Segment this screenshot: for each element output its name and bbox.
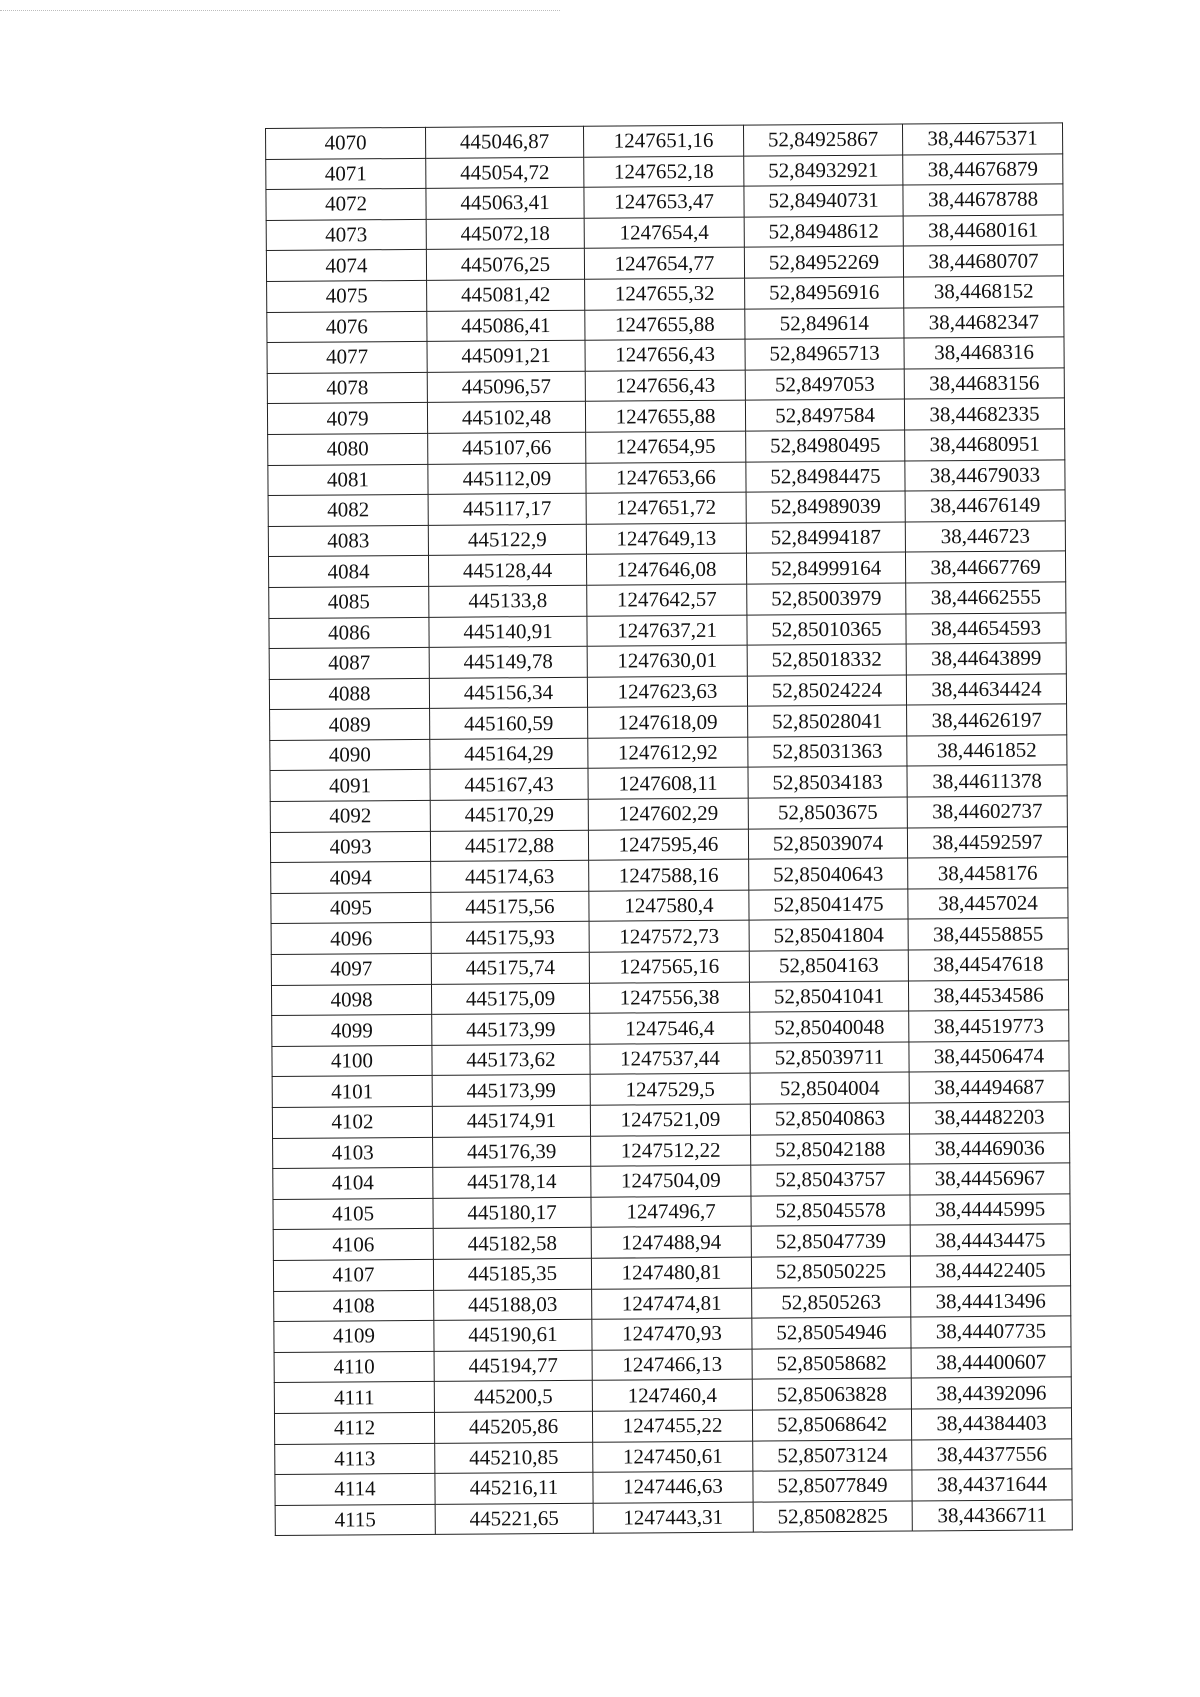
point-number-cell: 4099 xyxy=(272,1015,432,1047)
longitude-cell: 38,44678788 xyxy=(903,184,1063,216)
longitude-cell: 38,44413496 xyxy=(911,1285,1071,1317)
latitude-cell: 52,85073124 xyxy=(753,1440,912,1472)
point-number-cell: 4087 xyxy=(269,647,429,679)
longitude-cell: 38,44400607 xyxy=(911,1347,1071,1379)
y-coordinate-cell: 1247595,46 xyxy=(588,829,748,861)
y-coordinate-cell: 1247655,88 xyxy=(585,400,745,432)
point-number-cell: 4080 xyxy=(268,433,428,465)
longitude-cell: 38,44654593 xyxy=(906,612,1066,644)
point-number-cell: 4108 xyxy=(274,1290,434,1322)
latitude-cell: 52,84989039 xyxy=(746,491,905,523)
y-coordinate-cell: 1247602,29 xyxy=(588,798,748,830)
x-coordinate-cell: 445205,86 xyxy=(434,1411,592,1443)
longitude-cell: 38,44592597 xyxy=(907,827,1067,859)
x-coordinate-cell: 445160,59 xyxy=(430,708,588,740)
y-coordinate-cell: 1247450,61 xyxy=(593,1441,753,1473)
y-coordinate-cell: 1247653,66 xyxy=(586,462,746,494)
point-number-cell: 4109 xyxy=(274,1321,434,1353)
y-coordinate-cell: 1247446,63 xyxy=(593,1471,753,1503)
x-coordinate-cell: 445221,65 xyxy=(435,1503,593,1535)
x-coordinate-cell: 445172,88 xyxy=(430,830,588,862)
longitude-cell: 38,4457024 xyxy=(908,888,1068,920)
latitude-cell: 52,84956916 xyxy=(745,277,904,309)
point-number-cell: 4103 xyxy=(273,1137,433,1169)
longitude-cell: 38,44422405 xyxy=(910,1255,1070,1287)
longitude-cell: 38,44547618 xyxy=(908,949,1068,981)
longitude-cell: 38,4468316 xyxy=(904,337,1064,369)
longitude-cell: 38,44680161 xyxy=(903,215,1063,247)
point-number-cell: 4105 xyxy=(273,1198,433,1230)
latitude-cell: 52,85043757 xyxy=(751,1164,910,1196)
longitude-cell: 38,44643899 xyxy=(906,643,1066,675)
x-coordinate-cell: 445046,87 xyxy=(425,126,583,158)
x-coordinate-cell: 445210,85 xyxy=(435,1442,593,1474)
table-row xyxy=(275,1500,1072,1536)
x-coordinate-cell: 445185,35 xyxy=(433,1258,591,1290)
point-number-cell: 4111 xyxy=(274,1382,434,1414)
x-coordinate-cell: 445156,34 xyxy=(429,677,587,709)
longitude-cell: 38,44611378 xyxy=(907,765,1067,797)
x-coordinate-cell: 445091,21 xyxy=(427,340,585,372)
latitude-cell: 52,84948612 xyxy=(744,216,903,248)
longitude-cell: 38,44384403 xyxy=(911,1408,1071,1440)
point-number-cell: 4089 xyxy=(270,709,430,741)
y-coordinate-cell: 1247642,57 xyxy=(587,584,747,616)
y-coordinate-cell: 1247608,11 xyxy=(588,768,748,800)
point-number-cell: 4076 xyxy=(267,311,427,343)
y-coordinate-cell: 1247512,22 xyxy=(591,1135,751,1167)
y-coordinate-cell: 1247654,77 xyxy=(584,248,744,280)
point-number-cell: 4110 xyxy=(274,1351,434,1383)
longitude-cell: 38,44366711 xyxy=(912,1500,1072,1532)
latitude-cell: 52,85063828 xyxy=(752,1378,911,1410)
point-number-cell: 4096 xyxy=(271,923,431,955)
point-number-cell: 4084 xyxy=(268,556,428,588)
x-coordinate-cell: 445173,62 xyxy=(432,1044,590,1076)
x-coordinate-cell: 445122,9 xyxy=(428,524,586,556)
point-number-cell: 4093 xyxy=(270,831,430,863)
longitude-cell: 38,44680707 xyxy=(903,245,1063,277)
latitude-cell: 52,85047739 xyxy=(751,1225,910,1257)
y-coordinate-cell: 1247655,32 xyxy=(585,278,745,310)
latitude-cell: 52,85082825 xyxy=(753,1501,912,1533)
y-coordinate-cell: 1247656,43 xyxy=(585,339,745,371)
latitude-cell: 52,85039074 xyxy=(748,828,907,860)
latitude-cell: 52,85045578 xyxy=(751,1195,910,1227)
longitude-cell: 38,44602737 xyxy=(907,796,1067,828)
longitude-cell: 38,44662555 xyxy=(906,582,1066,614)
y-coordinate-cell: 1247655,88 xyxy=(585,309,745,341)
x-coordinate-cell: 445216,11 xyxy=(435,1472,593,1504)
x-coordinate-cell: 445194,77 xyxy=(434,1350,592,1382)
longitude-cell: 38,44683156 xyxy=(904,368,1064,400)
y-coordinate-cell: 1247466,13 xyxy=(592,1349,752,1381)
x-coordinate-cell: 445086,41 xyxy=(427,310,585,342)
longitude-cell: 38,44469036 xyxy=(910,1133,1070,1165)
y-coordinate-cell: 1247646,08 xyxy=(586,553,746,585)
point-number-cell: 4079 xyxy=(267,403,427,435)
latitude-cell: 52,85041041 xyxy=(749,981,908,1013)
coordinates-table-body xyxy=(266,123,1073,1536)
latitude-cell: 52,84925867 xyxy=(743,124,902,156)
x-coordinate-cell: 445054,72 xyxy=(426,157,584,189)
latitude-cell: 52,85058682 xyxy=(752,1348,911,1380)
point-number-cell: 4113 xyxy=(275,1443,435,1475)
y-coordinate-cell: 1247630,01 xyxy=(587,645,747,677)
y-coordinate-cell: 1247618,09 xyxy=(588,706,748,738)
point-number-cell: 4104 xyxy=(273,1168,433,1200)
longitude-cell: 38,4468152 xyxy=(904,276,1064,308)
x-coordinate-cell: 445175,74 xyxy=(431,952,589,984)
point-number-cell: 4086 xyxy=(269,617,429,649)
y-coordinate-cell: 1247588,16 xyxy=(589,859,749,891)
point-number-cell: 4114 xyxy=(275,1473,435,1505)
point-number-cell: 4095 xyxy=(271,892,431,924)
point-number-cell: 4078 xyxy=(267,372,427,404)
latitude-cell: 52,85024224 xyxy=(747,675,906,707)
y-coordinate-cell: 1247572,73 xyxy=(589,921,749,953)
longitude-cell: 38,44680951 xyxy=(905,429,1065,461)
latitude-cell: 52,84932921 xyxy=(744,155,903,187)
latitude-cell: 52,85077849 xyxy=(753,1470,912,1502)
longitude-cell: 38,44634424 xyxy=(906,674,1066,706)
latitude-cell: 52,8504163 xyxy=(749,950,908,982)
longitude-cell: 38,44506474 xyxy=(909,1041,1069,1073)
point-number-cell: 4090 xyxy=(270,739,430,771)
point-number-cell: 4074 xyxy=(266,250,426,282)
point-number-cell: 4085 xyxy=(269,586,429,618)
longitude-cell: 38,44482203 xyxy=(909,1102,1069,1134)
x-coordinate-cell: 445112,09 xyxy=(428,463,586,495)
longitude-cell: 38,446723 xyxy=(905,521,1065,553)
point-number-cell: 4071 xyxy=(266,158,426,190)
longitude-cell: 38,44679033 xyxy=(905,459,1065,491)
x-coordinate-cell: 445102,48 xyxy=(427,402,585,434)
y-coordinate-cell: 1247556,38 xyxy=(589,982,749,1014)
y-coordinate-cell: 1247654,4 xyxy=(584,217,744,249)
x-coordinate-cell: 445128,44 xyxy=(428,555,586,587)
latitude-cell: 52,85003979 xyxy=(747,583,906,615)
longitude-cell: 38,44519773 xyxy=(909,1010,1069,1042)
latitude-cell: 52,84980495 xyxy=(746,430,905,462)
latitude-cell: 52,85068642 xyxy=(752,1409,911,1441)
y-coordinate-cell: 1247443,31 xyxy=(593,1502,753,1534)
point-number-cell: 4088 xyxy=(269,678,429,710)
point-number-cell: 4107 xyxy=(273,1259,433,1291)
x-coordinate-cell: 445170,29 xyxy=(430,799,588,831)
point-number-cell: 4077 xyxy=(267,342,427,374)
latitude-cell: 52,8505263 xyxy=(752,1287,911,1319)
latitude-cell: 52,85028041 xyxy=(748,705,907,737)
y-coordinate-cell: 1247470,93 xyxy=(592,1318,752,1350)
x-coordinate-cell: 445174,91 xyxy=(432,1105,590,1137)
y-coordinate-cell: 1247623,63 xyxy=(587,676,747,708)
latitude-cell: 52,8497053 xyxy=(745,369,904,401)
latitude-cell: 52,85042188 xyxy=(751,1134,910,1166)
point-number-cell: 4101 xyxy=(272,1076,432,1108)
x-coordinate-cell: 445063,41 xyxy=(426,187,584,219)
point-number-cell: 4081 xyxy=(268,464,428,496)
y-coordinate-cell: 1247656,43 xyxy=(585,370,745,402)
latitude-cell: 52,84999164 xyxy=(746,552,905,584)
y-coordinate-cell: 1247652,18 xyxy=(584,156,744,188)
x-coordinate-cell: 445190,61 xyxy=(434,1319,592,1351)
latitude-cell: 52,85018332 xyxy=(747,644,906,676)
y-coordinate-cell: 1247649,13 xyxy=(586,523,746,555)
longitude-cell: 38,44434475 xyxy=(910,1224,1070,1256)
y-coordinate-cell: 1247496,7 xyxy=(591,1196,751,1228)
y-coordinate-cell: 1247653,47 xyxy=(584,186,744,218)
longitude-cell: 38,4461852 xyxy=(907,735,1067,767)
x-coordinate-cell: 445182,58 xyxy=(433,1228,591,1260)
x-coordinate-cell: 445107,66 xyxy=(428,432,586,464)
longitude-cell: 38,44445995 xyxy=(910,1194,1070,1226)
latitude-cell: 52,84940731 xyxy=(744,185,903,217)
latitude-cell: 52,85039711 xyxy=(750,1042,909,1074)
x-coordinate-cell: 445173,99 xyxy=(432,1075,590,1107)
latitude-cell: 52,84952269 xyxy=(744,246,903,278)
latitude-cell: 52,84994187 xyxy=(746,522,905,554)
x-coordinate-cell: 445175,93 xyxy=(431,922,589,954)
latitude-cell: 52,85010365 xyxy=(747,614,906,646)
point-number-cell: 4091 xyxy=(270,770,430,802)
coordinates-table xyxy=(265,122,1073,1536)
point-number-cell: 4082 xyxy=(268,494,428,526)
x-coordinate-cell: 445188,03 xyxy=(434,1289,592,1321)
point-number-cell: 4070 xyxy=(266,127,426,159)
latitude-cell: 52,85040643 xyxy=(749,858,908,890)
x-coordinate-cell: 445180,17 xyxy=(433,1197,591,1229)
longitude-cell: 38,44667769 xyxy=(905,551,1065,583)
y-coordinate-cell: 1247529,5 xyxy=(590,1074,750,1106)
x-coordinate-cell: 445117,17 xyxy=(428,493,586,525)
longitude-cell: 38,44676149 xyxy=(905,490,1065,522)
latitude-cell: 52,85040048 xyxy=(750,1011,909,1043)
longitude-cell: 38,44682347 xyxy=(904,306,1064,338)
point-number-cell: 4102 xyxy=(272,1106,432,1138)
latitude-cell: 52,85041475 xyxy=(749,889,908,921)
x-coordinate-cell: 445140,91 xyxy=(429,616,587,648)
x-coordinate-cell: 445175,09 xyxy=(431,983,589,1015)
x-coordinate-cell: 445081,42 xyxy=(427,279,585,311)
latitude-cell: 52,85054946 xyxy=(752,1317,911,1349)
x-coordinate-cell: 445133,8 xyxy=(429,585,587,617)
y-coordinate-cell: 1247580,4 xyxy=(589,890,749,922)
x-coordinate-cell: 445178,14 xyxy=(433,1166,591,1198)
longitude-cell: 38,44558855 xyxy=(908,918,1068,950)
latitude-cell: 52,849614 xyxy=(745,308,904,340)
y-coordinate-cell: 1247480,81 xyxy=(591,1257,751,1289)
point-number-cell: 4094 xyxy=(271,862,431,894)
x-coordinate-cell: 445149,78 xyxy=(429,646,587,678)
y-coordinate-cell: 1247654,95 xyxy=(586,431,746,463)
x-coordinate-cell: 445174,63 xyxy=(431,861,589,893)
longitude-cell: 38,44494687 xyxy=(909,1071,1069,1103)
latitude-cell: 52,8497584 xyxy=(745,399,904,431)
point-number-cell: 4106 xyxy=(273,1229,433,1261)
y-coordinate-cell: 1247537,44 xyxy=(590,1043,750,1075)
x-coordinate-cell: 445176,39 xyxy=(433,1136,591,1168)
x-coordinate-cell: 445072,18 xyxy=(426,218,584,250)
longitude-cell: 38,44534586 xyxy=(908,980,1068,1012)
y-coordinate-cell: 1247460,4 xyxy=(592,1379,752,1411)
y-coordinate-cell: 1247651,16 xyxy=(583,125,743,157)
latitude-cell: 52,85040863 xyxy=(750,1103,909,1135)
latitude-cell: 52,85034183 xyxy=(748,767,907,799)
point-number-cell: 4115 xyxy=(275,1504,435,1536)
longitude-cell: 38,44371644 xyxy=(912,1469,1072,1501)
point-number-cell: 4072 xyxy=(266,189,426,221)
latitude-cell: 52,85031363 xyxy=(748,736,907,768)
latitude-cell: 52,8503675 xyxy=(748,797,907,829)
point-number-cell: 4112 xyxy=(274,1412,434,1444)
y-coordinate-cell: 1247521,09 xyxy=(590,1104,750,1136)
point-number-cell: 4100 xyxy=(272,1045,432,1077)
latitude-cell: 52,85050225 xyxy=(751,1256,910,1288)
y-coordinate-cell: 1247637,21 xyxy=(587,615,747,647)
longitude-cell: 38,44676879 xyxy=(903,154,1063,186)
point-number-cell: 4097 xyxy=(271,953,431,985)
x-coordinate-cell: 445200,5 xyxy=(434,1381,592,1413)
latitude-cell: 52,84965713 xyxy=(745,338,904,370)
point-number-cell: 4083 xyxy=(268,525,428,557)
longitude-cell: 38,44675371 xyxy=(902,123,1062,155)
y-coordinate-cell: 1247612,92 xyxy=(588,737,748,769)
longitude-cell: 38,44392096 xyxy=(911,1377,1071,1409)
latitude-cell: 52,85041804 xyxy=(749,919,908,951)
y-coordinate-cell: 1247565,16 xyxy=(589,951,749,983)
latitude-cell: 52,8504004 xyxy=(750,1072,909,1104)
point-number-cell: 4075 xyxy=(267,280,427,312)
y-coordinate-cell: 1247546,4 xyxy=(590,1012,750,1044)
longitude-cell: 38,44626197 xyxy=(907,704,1067,736)
y-coordinate-cell: 1247488,94 xyxy=(591,1227,751,1259)
x-coordinate-cell: 445164,29 xyxy=(430,738,588,770)
x-coordinate-cell: 445076,25 xyxy=(426,249,584,281)
y-coordinate-cell: 1247651,72 xyxy=(586,492,746,524)
longitude-cell: 38,44377556 xyxy=(912,1438,1072,1470)
point-number-cell: 4073 xyxy=(266,219,426,251)
longitude-cell: 38,44407735 xyxy=(911,1316,1071,1348)
y-coordinate-cell: 1247504,09 xyxy=(591,1165,751,1197)
x-coordinate-cell: 445096,57 xyxy=(427,371,585,403)
scan-edge-mark xyxy=(0,10,560,11)
x-coordinate-cell: 445167,43 xyxy=(430,769,588,801)
longitude-cell: 38,4458176 xyxy=(908,857,1068,889)
longitude-cell: 38,44682335 xyxy=(904,398,1064,430)
x-coordinate-cell: 445175,56 xyxy=(431,891,589,923)
latitude-cell: 52,84984475 xyxy=(746,461,905,493)
y-coordinate-cell: 1247455,22 xyxy=(592,1410,752,1442)
longitude-cell: 38,44456967 xyxy=(910,1163,1070,1195)
point-number-cell: 4092 xyxy=(270,800,430,832)
point-number-cell: 4098 xyxy=(271,984,431,1016)
x-coordinate-cell: 445173,99 xyxy=(432,1013,590,1045)
y-coordinate-cell: 1247474,81 xyxy=(592,1288,752,1320)
